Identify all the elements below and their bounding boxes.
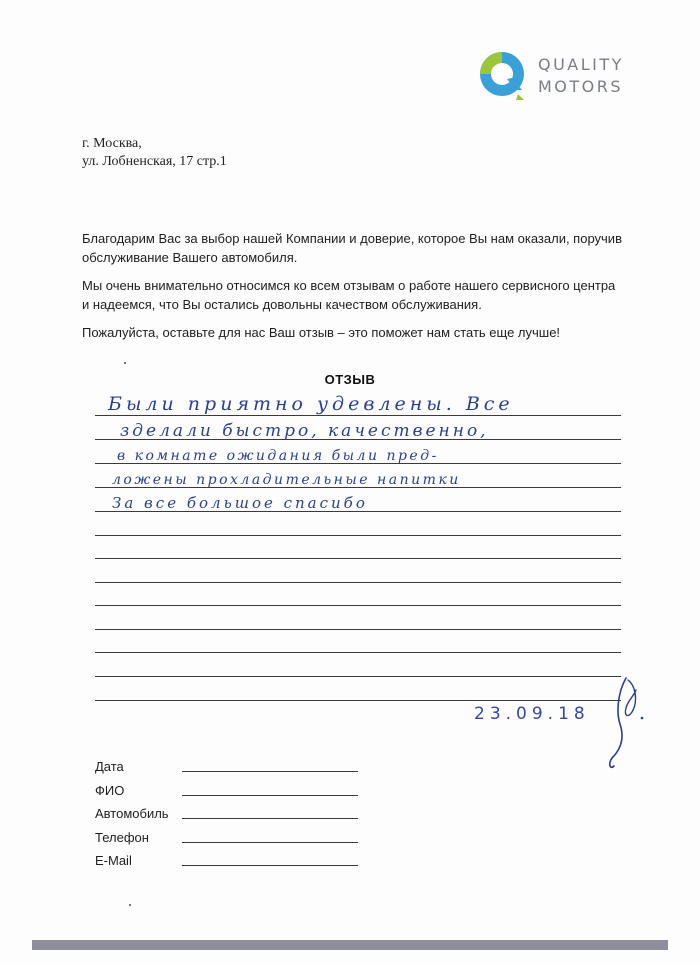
handwritten-review-line-1: Были приятно удевлены. Все <box>108 393 514 415</box>
review-title: ОТЗЫВ <box>324 372 376 387</box>
footer-bar <box>32 940 668 950</box>
logo-text-quality: QUALITY <box>538 55 624 74</box>
address-street: ул. Лобненская, 17 стр.1 <box>82 154 227 169</box>
phone-label: Телефон <box>95 830 149 845</box>
review-line <box>95 582 621 583</box>
intro-paragraph-request: Пожалуйста, оставьте для нас Ваш отзыв – это поможет нам стать еще лучше! <box>82 325 561 340</box>
logo-text-motors: MOTORS <box>538 77 624 96</box>
review-line <box>95 558 621 559</box>
car-field[interactable] <box>182 818 358 819</box>
handwritten-review-line-4: ложены прохладительные напитки <box>112 472 461 488</box>
ink-speck <box>124 362 126 364</box>
address-city: г. Москва, <box>82 136 142 151</box>
handwritten-review-line-5: За все большое спасибо <box>112 494 368 512</box>
review-line <box>95 605 621 606</box>
handwritten-review-line-3: в комнате ожидания были пред- <box>117 448 439 464</box>
review-line <box>95 676 621 677</box>
handwritten-signature <box>598 672 648 772</box>
ink-speck <box>129 904 131 906</box>
company-address <box>82 135 227 171</box>
review-line <box>95 629 621 630</box>
name-label: ФИО <box>95 783 125 798</box>
email-label: E-Mail <box>95 853 132 868</box>
email-field[interactable] <box>182 865 358 866</box>
car-label: Автомобиль <box>95 806 169 821</box>
intro-paragraph-thanks: Благодарим Вас за выбор нашей Компании и доверие, которое Вы нам оказали, поручив обслуживание Вашего автомобиля. <box>82 231 622 265</box>
review-line <box>95 415 621 416</box>
date-label: Дата <box>95 759 124 774</box>
review-line <box>95 652 621 653</box>
quality-motors-logo <box>478 50 638 104</box>
name-field[interactable] <box>182 795 358 796</box>
intro-paragraph-attention: Мы очень внимательно относимся ко всем отзывам о работе нашего сервисного центра и надеемся, что Вы остались довольны качеством обслуживания. <box>82 278 616 312</box>
q-circle-logo-icon <box>478 50 528 102</box>
phone-field[interactable] <box>182 842 358 843</box>
handwritten-date: 23.09.18 <box>474 704 590 724</box>
handwritten-review-line-2: зделали быстро, качественно, <box>120 421 489 441</box>
review-line <box>95 700 621 701</box>
review-line <box>95 535 621 536</box>
date-field[interactable] <box>182 771 358 772</box>
